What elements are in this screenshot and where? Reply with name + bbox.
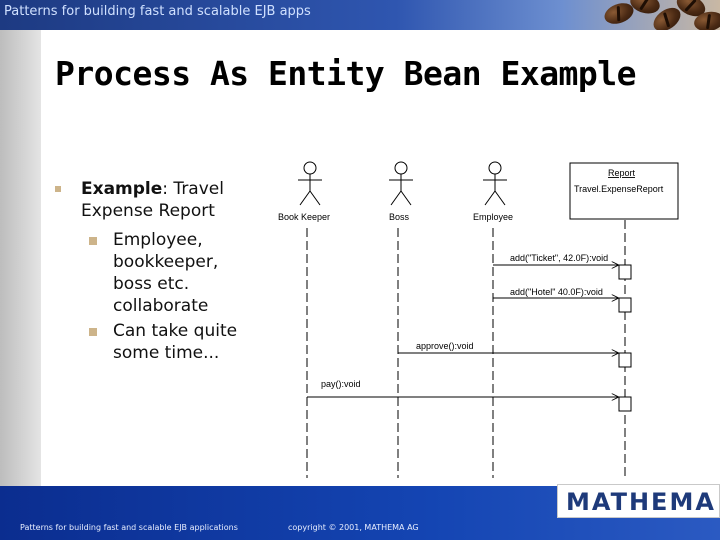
actor-label-employee: Employee	[473, 212, 514, 222]
sub-bullet-1-line3: boss etc.	[113, 274, 190, 294]
actor-icon	[483, 162, 507, 205]
activation-bar	[619, 298, 631, 312]
bullet-main-strong: Example	[81, 179, 163, 199]
activation-bar	[619, 353, 631, 367]
message-label-3: approve():void	[416, 341, 474, 351]
logo-text: MATHEMA	[566, 488, 716, 516]
activation-bar	[619, 397, 631, 411]
message-label-1: add("Ticket", 42.0F):void	[510, 253, 609, 263]
actor-label-bookkeeper: Book Keeper	[278, 212, 331, 222]
footer-copyright: copyright © 2001, MATHEMA AG	[288, 523, 419, 532]
mathema-logo	[557, 484, 720, 518]
report-object-name: Report	[608, 168, 636, 178]
message-label-2: add("Hotel" 40.0F):void	[510, 287, 603, 297]
header-title: Patterns for building fast and scalable EJB apps	[4, 4, 311, 19]
report-object-type: Travel.ExpenseReport	[574, 184, 664, 194]
sub-bullet-2-line1: Can take quite	[113, 321, 238, 341]
slide-title: Process As Entity Bean Example	[55, 54, 637, 93]
message-label-4: pay():void	[321, 379, 361, 389]
actor-label-boss: Boss	[389, 212, 410, 222]
sub-bullet-1-line1: Employee,	[113, 230, 203, 250]
actor-icon	[389, 162, 413, 205]
bullet-main-rest: : Travel	[162, 179, 224, 199]
sub-bullet-1-line4: collaborate	[113, 296, 209, 316]
sub-bullet-1-line2: bookkeeper,	[113, 252, 219, 272]
actor-icon	[298, 162, 322, 205]
activation-bar	[619, 265, 631, 279]
bullet-main-line2: Expense Report	[81, 201, 215, 221]
footer-left-text: Patterns for building fast and scalable EJB applications	[20, 523, 238, 532]
sub-bullet-2-line2: some time...	[113, 343, 220, 363]
